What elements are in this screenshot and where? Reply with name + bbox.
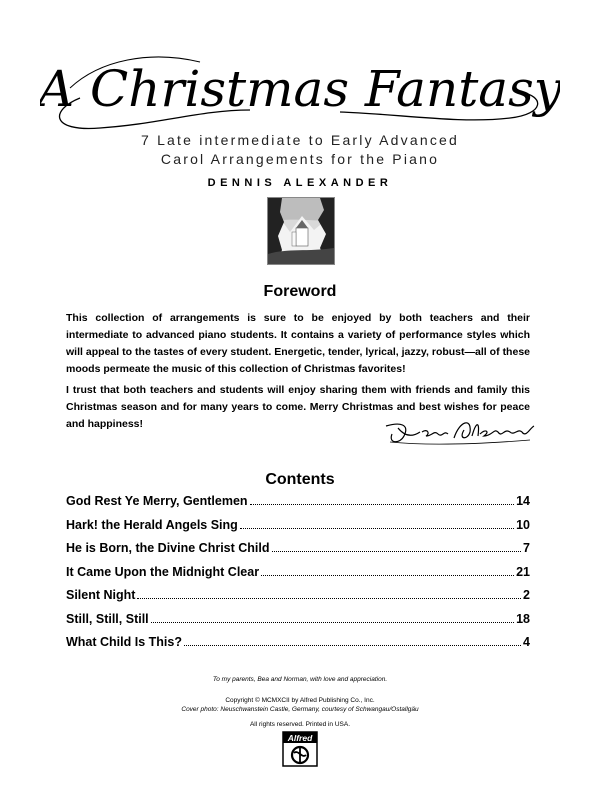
toc-entry-title: What Child Is This? (66, 635, 182, 649)
copyright-line: Copyright © MCMXCII by Alfred Publishing Co., Inc. (225, 697, 375, 704)
toc-entry (66, 612, 530, 636)
toc-entry-page: 4 (523, 635, 530, 649)
toc-entry-page: 21 (516, 564, 530, 579)
toc-entry (66, 588, 530, 612)
toc-leader-dots (240, 518, 514, 529)
subtitle (0, 131, 600, 169)
toc-entry-page: 10 (516, 517, 530, 532)
toc-entry (66, 635, 530, 659)
toc-entry-title: Still, Still, Still (66, 611, 149, 626)
alfred-logo-text: Alfred (287, 733, 313, 743)
title-block (40, 40, 560, 140)
foreword-heading: Foreword (263, 283, 337, 300)
toc-entry (66, 494, 530, 518)
cover-photo-credit: Cover photo: Neuschwanstein Castle, Germany, courtesy of Schwangau/Ostallgäu (181, 706, 419, 713)
table-of-contents (66, 494, 530, 659)
foreword-paragraph-1: This collection of arrangements is sure to be enjoyed by both teachers and their intermediate to advanced piano students. It contains a variety of performance styles which will appeal to the tastes of every student. Energetic, tender, lyrical, jazzy, robust—all of these moods permeate the music of this collection of Christmas favorites! (66, 312, 530, 375)
dedication: To my parents, Bea and Norman, with love and appreciation. (212, 676, 388, 683)
author-signature (380, 414, 535, 448)
toc-leader-dots (184, 635, 521, 646)
toc-entry-title: Hark! the Herald Angels Sing (66, 517, 238, 532)
subtitle-line-2: Carol Arrangements for the Piano (160, 151, 440, 167)
toc-entry-title: God Rest Ye Merry, Gentlemen (66, 494, 248, 508)
castle-photo-image (268, 198, 334, 264)
toc-entry-page: 7 (523, 541, 530, 555)
book-title: A Christmas Fantasy (40, 60, 560, 118)
toc-entry-page: 18 (516, 611, 530, 626)
copyright-block (0, 696, 600, 714)
toc-entry (66, 541, 530, 565)
toc-entry-title: It Came Upon the Midnight Clear (66, 564, 260, 579)
toc-entry (66, 518, 530, 542)
toc-leader-dots (151, 612, 514, 623)
alfred-logo (282, 731, 318, 767)
cover-photo (267, 197, 335, 265)
toc-leader-dots (261, 565, 514, 576)
subtitle-line-1: 7 Late intermediate to Early Advanced (141, 132, 459, 148)
author-name: DENNIS ALEXANDER (207, 177, 393, 189)
toc-leader-dots (137, 588, 521, 599)
contents-heading: Contents (265, 471, 335, 488)
toc-leader-dots (250, 494, 515, 505)
toc-entry-title: He is Born, the Divine Christ Child (66, 541, 270, 555)
toc-entry-page: 2 (523, 588, 530, 602)
toc-entry-page: 14 (516, 494, 530, 508)
rights-line: All rights reserved. Printed in USA. (249, 721, 351, 728)
toc-entry (66, 565, 530, 589)
toc-entry-title: Silent Night (66, 588, 136, 602)
toc-leader-dots (272, 541, 522, 552)
title-calligraphy (40, 40, 560, 140)
foreword-paragraph-2: I trust that both teachers and students will enjoy sharing them with friends and family this Christmas season and for many years to come. Merry Christmas and best wishes for peace and happiness! (66, 384, 530, 430)
